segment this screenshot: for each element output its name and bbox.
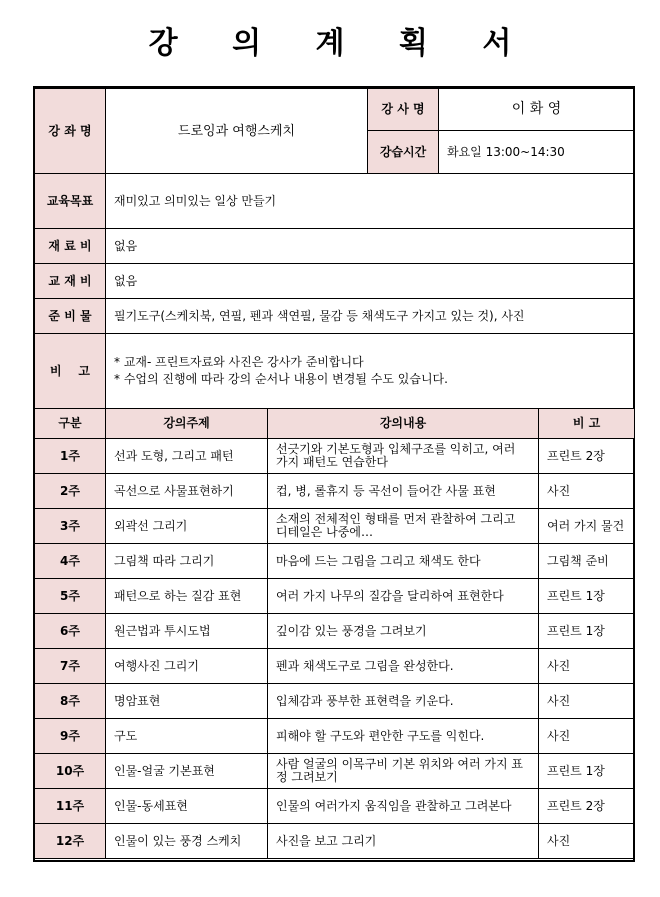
schedule-row [35,544,635,579]
instructor-label: 강 사 명 [368,89,439,131]
note-cell: 프린트 1장 [539,614,635,649]
topic-cell: 인물이 있는 풍경 스케치 [106,824,268,859]
goal-value: 재미있고 의미있는 일상 만들기 [106,174,635,229]
course-label: 강 좌 명 [35,89,106,174]
schedule-row [35,824,635,859]
time-value: 화요일 13:00~14:30 [439,131,635,174]
schedule-row [35,649,635,684]
schedule-row [35,614,635,649]
supplies-value: 필기도구(스케치북, 연필, 펜과 색연필, 물감 등 채색도구 가지고 있는 것), 사진 [106,299,635,334]
remarks-label: 비 고 [35,334,106,409]
note-cell: 사진 [539,684,635,719]
content-cell: 사진을 보고 그리기 [268,824,539,859]
schedule-row [35,509,635,544]
note-cell: 사진 [539,824,635,859]
topic-cell: 인물-얼굴 기본표현 [106,754,268,789]
note-cell: 프린트 1장 [539,754,635,789]
topic-cell: 외곽선 그리기 [106,509,268,544]
week-cell: 12주 [35,824,106,859]
week-cell: 10주 [35,754,106,789]
week-cell: 3주 [35,509,106,544]
note-cell: 프린트 1장 [539,579,635,614]
week-cell: 9주 [35,719,106,754]
content-cell: 여러 가지 나무의 질감을 달리하여 표현한다 [268,579,539,614]
schedule-table [34,408,635,859]
topic-cell: 인물-동세표현 [106,789,268,824]
remarks-value [106,334,635,409]
note-cell: 프린트 2장 [539,789,635,824]
schedule-row [35,684,635,719]
header-topic: 강의주제 [106,409,268,439]
content-cell: 마음에 드는 그림을 그리고 채색도 한다 [268,544,539,579]
schedule-row [35,579,635,614]
schedule-header-row [35,409,635,439]
week-cell: 8주 [35,684,106,719]
schedule-row [35,439,635,474]
topic-cell: 그림책 따라 그리기 [106,544,268,579]
header-content: 강의내용 [268,409,539,439]
remarks-line-1: * 교재- 프린트자료와 사진은 강사가 준비합니다 [114,355,364,369]
instructor-value: 이 화 영 [439,89,635,131]
supplies-label: 준 비 물 [35,299,106,334]
time-label: 강습시간 [368,131,439,174]
schedule-row [35,754,635,789]
content-cell: 피해야 할 구도와 편안한 구도를 익힌다. [268,719,539,754]
note-cell: 그림책 준비 [539,544,635,579]
schedule-row [35,719,635,754]
course-value: 드로잉과 여행스케치 [106,89,368,174]
content-cell: 입체감과 풍부한 표현력을 키운다. [268,684,539,719]
week-cell: 6주 [35,614,106,649]
topic-cell: 구도 [106,719,268,754]
week-cell: 5주 [35,579,106,614]
goal-label: 교육목표 [35,174,106,229]
topic-cell: 패턴으로 하는 질감 표현 [106,579,268,614]
content-cell: 사람 얼굴의 이목구비 기본 위치와 여러 가지 표정 그려보기 [268,754,539,789]
content-cell: 인물의 여러가지 움직임을 관찰하고 그려본다 [268,789,539,824]
topic-cell: 명암표현 [106,684,268,719]
topic-cell: 원근법과 투시도법 [106,614,268,649]
content-cell: 펜과 채색도구로 그림을 완성한다. [268,649,539,684]
note-cell: 프린트 2장 [539,439,635,474]
content-cell: 선긋기와 기본도형과 입체구조를 익히고, 여러 가지 패턴도 연습한다 [268,439,539,474]
note-cell: 사진 [539,474,635,509]
note-cell: 사진 [539,649,635,684]
schedule-row [35,789,635,824]
textbook-fee-value: 없음 [106,264,635,299]
header-note: 비 고 [539,409,635,439]
week-cell: 2주 [35,474,106,509]
header-week: 구분 [35,409,106,439]
week-cell: 11주 [35,789,106,824]
course-info-table [34,88,635,409]
page-title: 강 의 계 획 서 [148,26,534,61]
topic-cell: 곡선으로 사물표현하기 [106,474,268,509]
material-fee-value: 없음 [106,229,635,264]
topic-cell: 선과 도형, 그리고 패턴 [106,439,268,474]
textbook-fee-label: 교 재 비 [35,264,106,299]
schedule-row [35,474,635,509]
content-cell: 깊이감 있는 풍경을 그려보기 [268,614,539,649]
week-cell: 4주 [35,544,106,579]
note-cell: 사진 [539,719,635,754]
content-cell: 소재의 전체적인 형태를 먼저 관찰하여 그리고 디테일은 나중에… [268,509,539,544]
topic-cell: 여행사진 그리기 [106,649,268,684]
week-cell: 1주 [35,439,106,474]
content-cell: 컵, 병, 롤휴지 등 곡선이 들어간 사물 표현 [268,474,539,509]
note-cell: 여러 가지 물건 [539,509,635,544]
material-fee-label: 재 료 비 [35,229,106,264]
remarks-line-2: * 수업의 진행에 따라 강의 순서나 내용이 변경될 수도 있습니다. [114,372,448,386]
week-cell: 7주 [35,649,106,684]
